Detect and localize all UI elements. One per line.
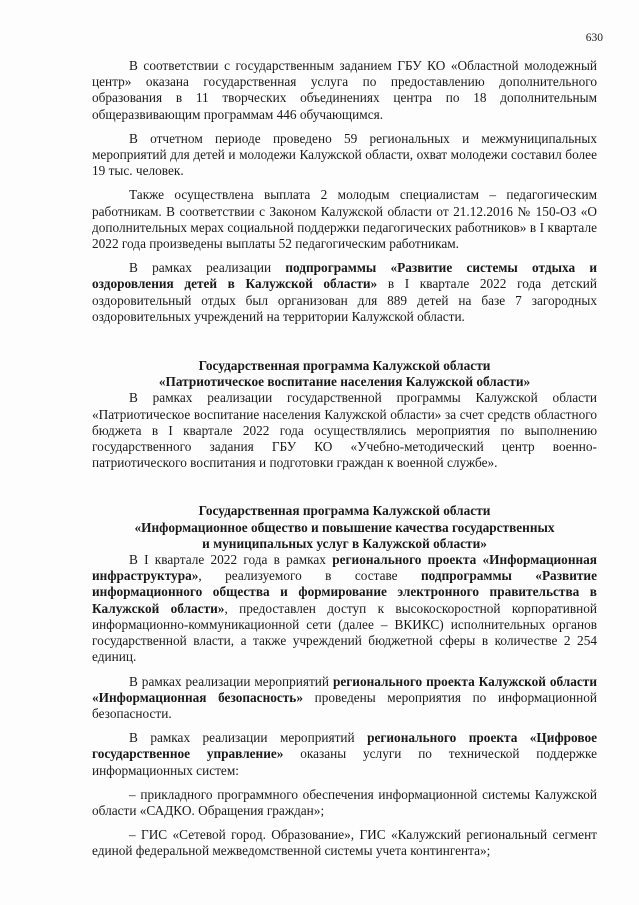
spacer — [92, 479, 597, 503]
paragraph-digital-government: В рамках реализации мероприятий регионального проекта «Цифровое государственное управление» оказаны услуги по технической поддержке информационных систем: — [92, 730, 597, 778]
heading-line: Государственная программа Калужской области — [198, 358, 491, 374]
paragraph-children-rest: В рамках реализации подпрограммы «Развитие системы отдыха и оздоровления детей в Калужской области» в I квартале 2022 года детский оздоровительный отдых был организован для 889 детей на базе 7 загородных оздоровительных учреждений на территории Калужской области. — [92, 260, 597, 324]
subprogram-name: подпрограммы «Развитие системы отдыха и оздоровления детей в Калужской области» — [92, 260, 597, 292]
heading-line: и муниципальных услуг в Калужской области» — [202, 535, 487, 551]
section-heading-patriotic — [92, 358, 597, 390]
project-name: регионального проекта «Информационная инфраструктура» — [92, 552, 597, 584]
heading-line: «Информационное общество и повышение качества государственных — [134, 519, 555, 535]
paragraph-infrastructure: В I квартале 2022 года в рамках регионального проекта «Информационная инфраструктура», реализуемого в составе подпрограммы «Развитие информационного общества и формирование электронного правительства в Калужской области», предоставлен доступ к высокоскоростной корпоративной информационно-коммуникационной сети (далее – ВКИКС) исполнительных органов государственной власти, а также учреждений бюджетной сферы в количестве 2 254 единиц. — [92, 552, 597, 665]
section-heading-information-society — [92, 503, 597, 552]
document-body — [92, 58, 597, 862]
heading-line: Государственная программа Калужской области — [198, 503, 491, 519]
heading-line: «Патриотическое воспитание населения Калужской области» — [158, 374, 531, 390]
paragraph-patriotic: В рамках реализации государственной программы Калужской области «Патриотическое воспитание населения Калужской области» за счет средств областного бюджета в I квартале 2022 года осуществлялись мероприятия по выполнению государственного задания ГБУ КО «Учебно-методический центр военно-патриотического воспитания и подготовки граждан к военной службе». — [92, 390, 597, 471]
paragraph-security: В рамках реализации мероприятий регионального проекта Калужской области «Информационная безопасность» проведены мероприятия по информационной безопасности. — [92, 673, 597, 721]
list-item-sadko: – прикладного программного обеспечения информационной системы Калужской области «САДКО. Обращения граждан»; — [92, 786, 597, 818]
list-item-gis: – ГИС «Сетевой город. Образование», ГИС «Калужский региональный сегмент единой федеральной межведомственной системы учета контингента»; — [92, 827, 597, 859]
page-number: 630 — [585, 32, 603, 44]
paragraph-payments: Также осуществлена выплата 2 молодым специалистам – педагогическим работникам. В соответствии с Законом Калужской области от 21.12.2016 № 150-ОЗ «О дополнительных мерах социальной поддержки педагогических работников» в I квартале 2022 года произведены выплаты 52 педагогическим работникам. — [92, 187, 597, 252]
subprogram-name: подпрограммы «Развитие информационного общества и формирование электронного правительства в Калужской области» — [92, 568, 597, 616]
paragraph-events: В отчетном периоде проведено 59 региональных и межмуниципальных мероприятий для детей и молодежи Калужской области, охват молодежи составил более 19 тыс. человек. — [92, 130, 597, 179]
project-name: регионального проекта «Цифровое государственное управление» — [92, 730, 597, 762]
paragraph-youth-center: В соответствии с государственным заданием ГБУ КО «Областной молодежный центр» оказана государственная услуга по предоставлению дополнительного образования в 11 творческих объединениях центра по 18 дополнительным общеразвивающим программам 446 обучающимся. — [92, 58, 597, 122]
spacer — [92, 333, 597, 358]
project-name: регионального проекта Калужской области «Информационная безопасность» — [92, 673, 597, 705]
